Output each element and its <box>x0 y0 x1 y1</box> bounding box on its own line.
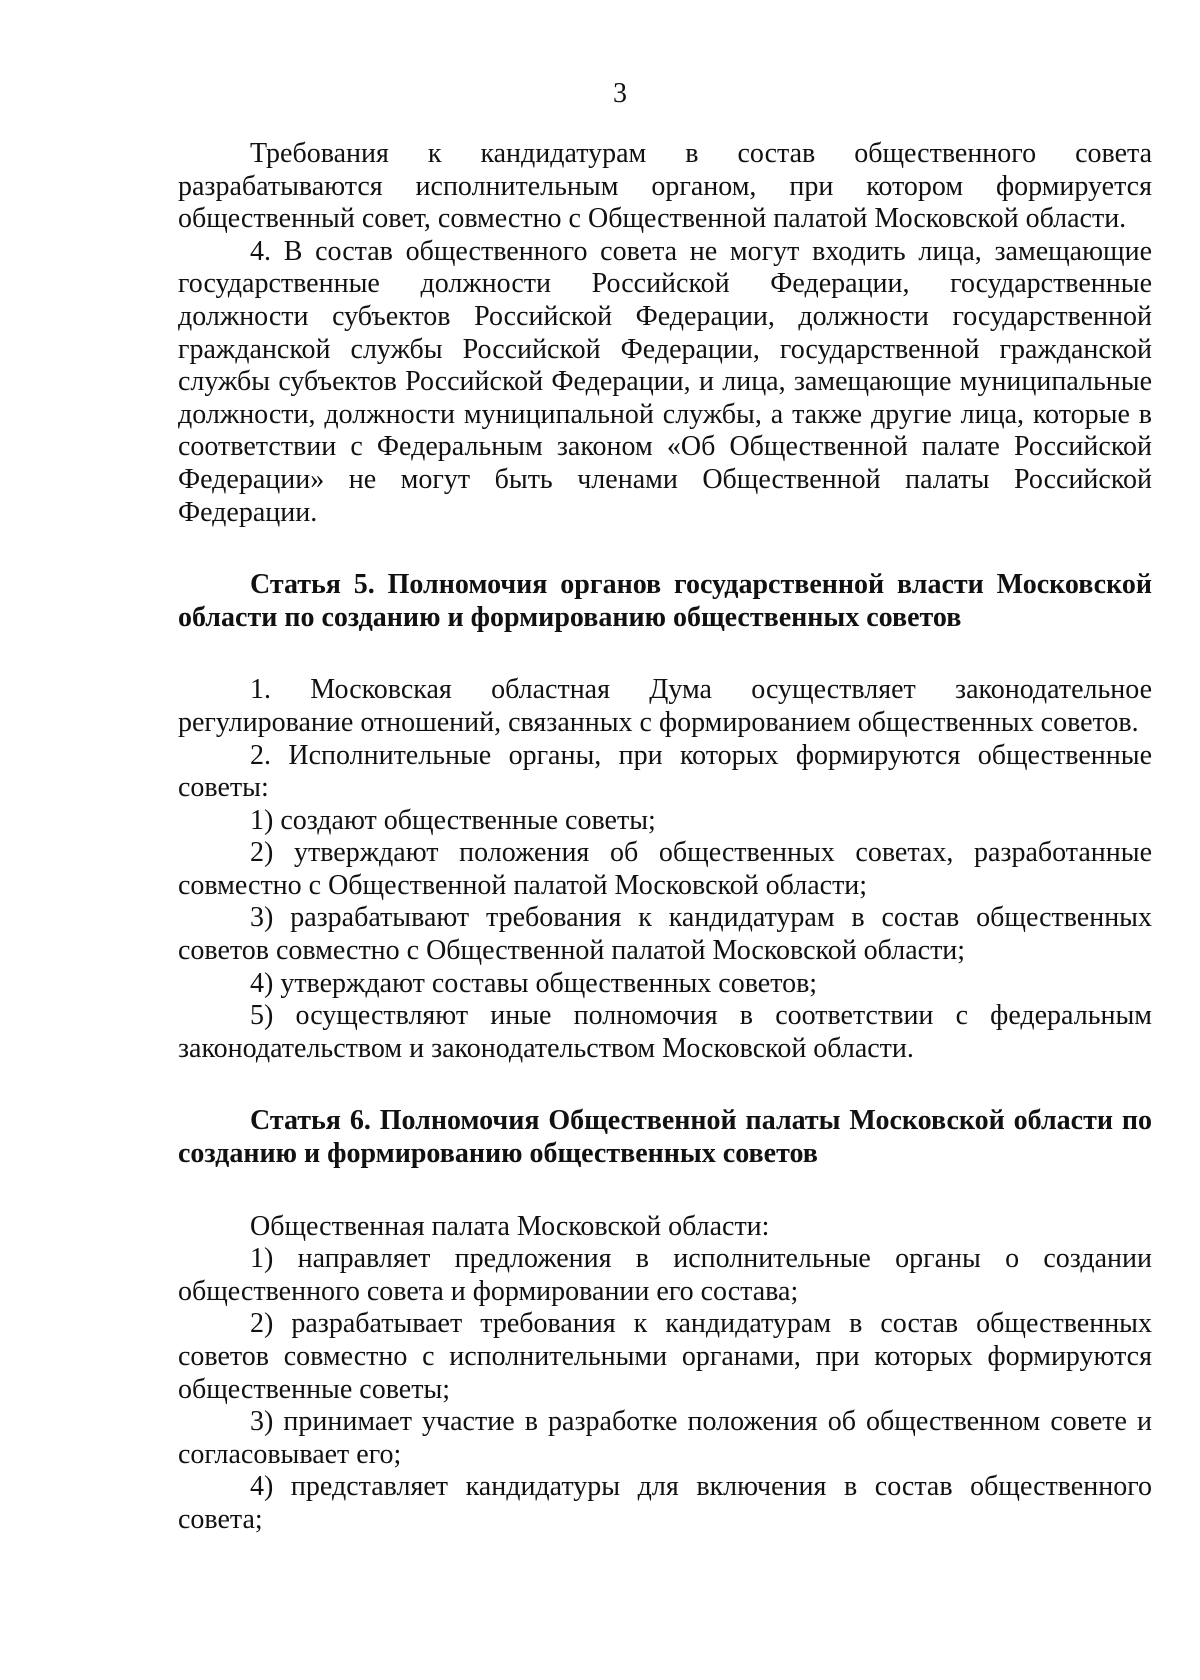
article-5-item-1: 1. Московская областная Дума осуществляет законодательное регулирование отношений, связанных с формированием общественных советов. <box>178 674 1152 738</box>
article-6-subitem: 2) разрабатывает требования к кандидатурам в состав общественных советов совместно с исполнительными органами, при которых формируются общественные советы; <box>178 1308 1152 1405</box>
article-5-subitem: 4) утверждают составы общественных советов; <box>250 967 818 999</box>
article-5-subitem: 2) утверждают положения об общественных советах, разработанные совместно с Общественной палатой Московской области; <box>178 837 1152 901</box>
article-6-heading: Статья 6. Полномочия Общественной палаты Московской области по созданию и формированию общественных советов <box>178 1105 1152 1170</box>
article-5-item-2: 2. Исполнительные органы, при которых формируются общественные советы: <box>178 739 1152 804</box>
article-5-subitem: 5) осуществляют иные полномочия в соответствии с федеральным законодательством и законодательством Московской области. <box>178 1000 1152 1064</box>
article-5-heading: Статья 5. Полномочия органов государственной власти Московской области по созданию и формированию общественных советов <box>178 569 1152 633</box>
article-5-subitem: 1) создают общественные советы; <box>250 804 656 836</box>
page-number: 3 <box>613 78 627 109</box>
article-6-intro: Общественная палата Московской области: <box>250 1210 770 1242</box>
article-5-subitem: 3) разрабатывают требования к кандидатурам в состав общественных советов совместно с Общественной палатой Московской области; <box>178 902 1152 967</box>
article-6-subitem: 4) представляет кандидатуры для включения в состав общественного совета; <box>178 1471 1152 1535</box>
article-6-subitem: 1) направляет предложения в исполнительные органы о создании общественного совета и формировании его состава; <box>178 1243 1152 1307</box>
document-body <box>178 138 1152 1537</box>
paragraph-item-4: 4. В состав общественного совета не могут входить лица, замещающие государственные должности Российской Федерации, государственные должности субъектов Российской Федерации, должности государственной гражданской службы Российской Федерации, государственной гражданской службы субъектов Российской Федерации, и лица, замещающие муниципальные должности, должности муниципальной службы, а также другие лица, которые в соответствии с Федеральным законом «Об Общественной палате Российской Федерации» не могут быть членами Общественной палаты Российской Федерации. <box>178 235 1152 528</box>
article-6-subitem: 3) принимает участие в разработке положения об общественном совете и согласовывает его; <box>178 1406 1152 1470</box>
paragraph-requirements: Требования к кандидатурам в состав общественного совета разрабатываются исполнительным органом, при котором формируется общественный совет, совместно с Общественной палатой Московской области. <box>178 138 1152 235</box>
